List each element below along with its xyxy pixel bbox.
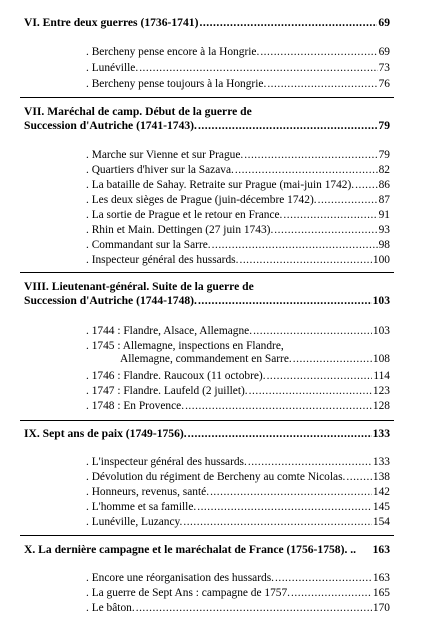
entry-page: 142: [372, 486, 390, 498]
entry-text: . Marche sur Vienne et sur Prague.: [86, 149, 244, 161]
leader-dots: [235, 164, 378, 177]
entry-text: . Encore une réorganisation des hussards.: [86, 572, 275, 584]
list-item: [86, 572, 390, 585]
list-item: [86, 224, 390, 237]
list-item: [86, 370, 390, 383]
chapter-heading: [24, 16, 390, 30]
entry-page: 133: [372, 456, 390, 468]
chapter-heading: [24, 543, 390, 557]
chapter-page: 69: [378, 16, 390, 29]
entry-page: 103: [372, 325, 390, 337]
chapter-title: IX. Sept ans de paix (1749-1756).: [24, 427, 187, 440]
entry-text: . Lunéville, Luzancy.: [86, 516, 183, 528]
leader-dots: [346, 471, 372, 484]
section-divider: [20, 420, 394, 421]
entry-text: . Lunéville.: [86, 62, 139, 74]
list-item: [86, 456, 390, 469]
list-item: [86, 209, 390, 222]
section-divider: [20, 97, 394, 98]
leader-dots: [267, 370, 373, 383]
leader-dots: [188, 427, 372, 441]
entry-page: 73: [378, 62, 390, 74]
list-item: [86, 385, 390, 398]
leader-dots: [260, 46, 377, 59]
entry-text: . Quartiers d'hiver sur la Sazava.: [86, 164, 234, 176]
leader-dots: [239, 254, 371, 267]
chapter-page: 103: [372, 293, 390, 307]
leader-dots: [210, 486, 372, 499]
entry-page: 170: [372, 602, 390, 614]
list-item: [86, 149, 390, 162]
entry-text: . Le bâton.: [86, 602, 135, 614]
leader-dots: [267, 78, 377, 91]
leader-dots: [185, 400, 372, 413]
list-item: [86, 486, 390, 499]
entry-page: 138: [372, 471, 390, 483]
chapter-page: 79: [378, 118, 390, 132]
entry-page: 79: [378, 149, 390, 161]
entry-page: 114: [373, 370, 390, 382]
entry-text: . L'homme et sa famille.: [86, 501, 197, 513]
entry-page: 91: [378, 209, 390, 221]
entry-text: . L'inspecteur général des hussards.: [86, 456, 247, 468]
leader-dots: [318, 194, 378, 207]
list-item: [86, 501, 390, 514]
chapter-heading: [24, 105, 390, 132]
entry-text: . Rhin et Main. Dettingen (27 juin 1743).: [86, 224, 274, 236]
entry-text: . 1744 : Flandre, Alsace, Allemagne.: [86, 325, 253, 337]
chapter-title: Succession d'Autriche (1744-1748).: [24, 293, 197, 307]
entry-page: 128: [372, 400, 390, 412]
leader-dots: [275, 572, 372, 585]
entry-text: . 1748 : En Provence.: [86, 400, 185, 412]
list-item: [86, 400, 390, 413]
entry-page: 154: [372, 516, 390, 528]
list-item: [86, 325, 390, 338]
entry-text: . Honneurs, revenus, santé.: [86, 486, 210, 498]
entry-text: Allemagne, commandement en Sarre.: [120, 353, 292, 365]
leader-dots: [183, 516, 372, 529]
entry-page: 165: [372, 587, 390, 599]
section-divider: [20, 535, 394, 536]
entry-page: 87: [378, 194, 390, 206]
list-item: [86, 194, 390, 207]
leader-dots: [248, 456, 372, 469]
list-item: [86, 340, 390, 366]
list-item: [86, 516, 390, 529]
chapter-title: VII. Maréchal de camp. Début de la guerre de: [24, 105, 252, 118]
entry-text: . Les deux sièges de Prague (juin-décembre 1742).: [86, 194, 317, 206]
entry-page: 123: [372, 385, 390, 397]
leader-dots: [197, 501, 372, 514]
entry-page: 82: [378, 164, 390, 176]
entry-page: 98: [378, 239, 390, 251]
entry-text: . 1747 : Flandre. Laufeld (2 juillet).: [86, 385, 248, 397]
leader-dots: [198, 294, 372, 308]
chapter-title: Succession d'Autriche (1741-1743).: [24, 118, 197, 132]
leader-dots: [249, 385, 372, 398]
leader-dots: [355, 179, 377, 192]
list-item: [86, 587, 390, 600]
entry-page: 93: [378, 224, 390, 236]
entry-page: 100: [372, 254, 390, 266]
leader-dots: [291, 587, 372, 600]
list-item: [86, 62, 390, 75]
entry-page: 145: [372, 501, 390, 513]
leader-dots: [244, 149, 377, 162]
leader-dots: [293, 353, 372, 366]
list-item: [86, 239, 390, 252]
entry-text: . Inspecteur général des hussards.: [86, 254, 239, 266]
leader-dots: [199, 16, 377, 30]
entry-page: 86: [378, 179, 390, 191]
chapter-page: 133: [372, 427, 390, 440]
entry-text: . La guerre de Sept Ans : campagne de 1757.: [86, 587, 291, 599]
leader-dots: [274, 224, 377, 237]
leader-dots: [139, 62, 377, 75]
entry-page: 163: [372, 572, 390, 584]
list-item: [86, 179, 390, 192]
entry-page: 108: [372, 353, 390, 365]
list-item: [86, 254, 390, 267]
entry-text: . Commandant sur la Sarre.: [86, 239, 211, 251]
entry-text: . La sortie de Prague et le retour en France.: [86, 209, 283, 221]
entry-page: 76: [378, 78, 390, 90]
leader-dots: [283, 209, 377, 222]
leader-dots: [212, 239, 378, 252]
entry-text: . 1746 : Flandre. Raucoux (11 octobre).: [86, 370, 266, 382]
list-item: [86, 78, 390, 91]
entry-text: . Bercheny pense toujours à la Hongrie.: [86, 78, 267, 90]
entry-text: . 1745 : Allemagne, inspections en Flandre,: [86, 340, 284, 352]
list-item: [86, 164, 390, 177]
chapter-heading: [24, 280, 390, 307]
entry-text: . Dévolution du régiment de Bercheny au comte Nicolas.: [86, 471, 346, 483]
entry-text: . Bercheny pense encore à la Hongrie.: [86, 46, 260, 58]
list-item: [86, 46, 390, 59]
section-divider: [20, 272, 394, 273]
chapter-title: VIII. Lieutenant-général. Suite de la guerre de: [24, 280, 254, 293]
chapter-page: 163: [372, 543, 390, 556]
leader-dots: [253, 325, 372, 338]
chapter-title: X. La dernière campagne et le maréchalat de France (1756-1758). ..: [24, 543, 357, 556]
list-item: [86, 471, 390, 484]
list-item: [86, 602, 390, 615]
leader-dots: [136, 602, 372, 615]
leader-dots: [198, 119, 377, 133]
chapter-title: VI. Entre deux guerres (1736-1741): [24, 16, 199, 29]
chapter-heading: [24, 427, 390, 441]
entry-text: . La bataille de Sahay. Retraite sur Prague (mai-juin 1742).: [86, 179, 355, 191]
entry-page: 69: [378, 46, 390, 58]
